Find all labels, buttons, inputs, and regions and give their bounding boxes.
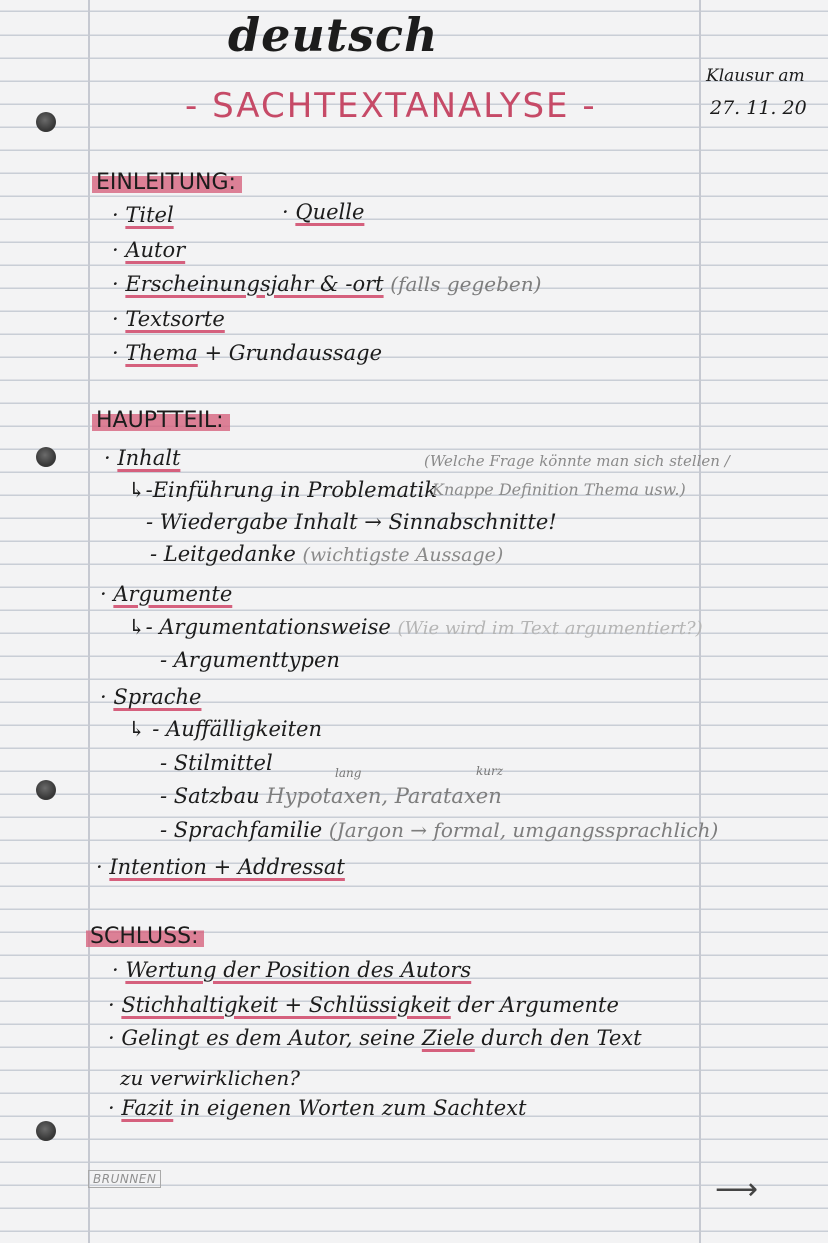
margin-line-left [88, 0, 90, 1243]
end-heading: SCHLUSS: [86, 924, 204, 949]
main-item-wiedergabe: - Wiedergabe Inhalt → Sinnabschnitte! [146, 510, 557, 534]
main-item-auffaelligkeiten: ↳ - Auffälligkeiten [128, 717, 322, 741]
main-item-sprache: · Sprache [100, 685, 202, 709]
main-item-inhalt: · Inhalt [104, 446, 181, 470]
intro-heading: EINLEITUNG: [92, 170, 242, 195]
inhalt-note-1: (Welche Frage könnte man sich stellen / [424, 452, 730, 470]
page-subtitle: - SACHTEXTANALYSE - [185, 86, 597, 126]
main-item-einfuehrung: ↳-Einführung in Problematik [128, 478, 437, 502]
page-title: deutsch [228, 8, 439, 62]
exam-label: Klausur am [706, 66, 805, 86]
inhalt-note-2: Knappe Definition Thema usw.) [432, 480, 686, 499]
intro-item-textsorte: · Textsorte [112, 307, 225, 331]
main-item-sprachfamilie: - Sprachfamilie (Jargon → formal, umgangssprachlich) [160, 818, 719, 842]
end-item-gelingt-continued: zu verwirklichen? [120, 1066, 300, 1090]
intro-item-thema: · Thema + Grundaussage [112, 341, 383, 365]
next-page-arrow-icon: ⟶ [715, 1172, 759, 1207]
punch-hole [36, 780, 56, 800]
end-item-fazit: · Fazit in eigenen Worten zum Sachtext [108, 1096, 527, 1120]
main-heading: HAUPTTEIL: [92, 408, 230, 433]
main-item-stilmittel: - Stilmittel [160, 751, 273, 775]
intro-item-quelle: · Quelle [282, 200, 365, 224]
main-item-argumente: · Argumente [100, 582, 233, 606]
punch-hole [36, 112, 56, 132]
end-item-stichhaltigkeit: · Stichhaltigkeit + Schlüssigkeit der Argumente [108, 993, 619, 1017]
main-item-leitgedanke: - Leitgedanke (wichtigste Aussage) [150, 542, 504, 566]
punch-hole [36, 1121, 56, 1141]
main-item-argumentationsweise: ↳- Argumentationsweise (Wie wird im Text argumentiert?) [128, 615, 703, 639]
satzbau-kurz: kurz [476, 764, 504, 778]
satzbau-lang: lang [335, 766, 362, 780]
main-item-intention: · Intention + Addressat [96, 855, 345, 879]
exam-date: 27. 11. 20 [710, 97, 807, 119]
intro-item-autor: · Autor [112, 238, 186, 262]
main-item-satzbau: - Satzbau Hypotaxen, Parataxen [160, 784, 502, 808]
intro-item-erscheinung: · Erscheinungsjahr & -ort (falls gegeben) [112, 272, 542, 296]
punch-hole [36, 447, 56, 467]
brand-logo: BRUNNEN [88, 1170, 161, 1188]
end-item-wertung: · Wertung der Position des Autors [112, 958, 472, 982]
end-item-gelingt: · Gelingt es dem Autor, seine Ziele durch den Text [108, 1026, 642, 1050]
main-item-argumenttypen: - Argumenttypen [160, 648, 340, 672]
intro-item-titel: · Titel [112, 203, 174, 227]
